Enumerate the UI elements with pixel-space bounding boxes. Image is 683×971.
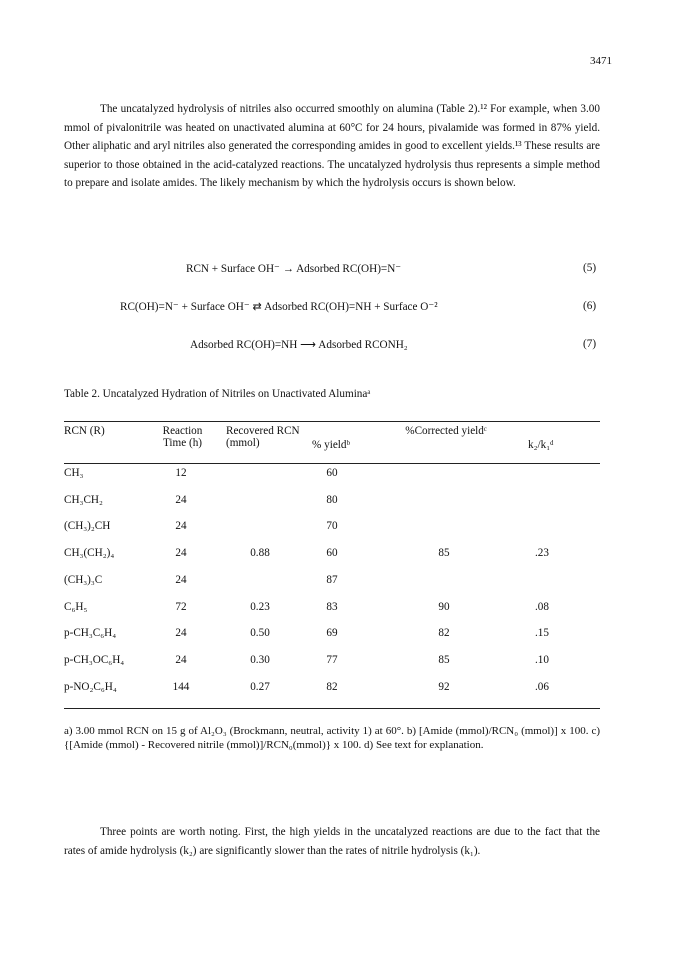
table-cell: 60 [326, 467, 338, 479]
equation-6: RC(OH)=N⁻ + Surface OH⁻ ⇄ Adsorbed RC(OH)=NH + Surface O⁻² [120, 301, 438, 313]
table-cell: CH₃(CH₂)₄ [64, 547, 115, 560]
header-recovered-rcn: Recovered RCN (mmol) [226, 425, 300, 449]
table-cell: 24 [175, 520, 187, 533]
table-cell: 80 [326, 493, 338, 506]
table-cell: 90 [438, 600, 450, 613]
table-caption: Table 2. Uncatalyzed Hydration of Nitriles on Unactivated Aluminaᵃ [64, 388, 371, 400]
table-cell: p-CH₃C₆H₄ [64, 627, 117, 640]
table-cell: .15 [535, 627, 549, 640]
header-rate-ratio: k₂/k₁ᵈ [528, 439, 554, 451]
table-cell: p-CH₃OC₆H₄ [64, 653, 125, 666]
header-corrected-yield: %Corrected yieldᶜ [405, 425, 487, 437]
table-cell: 83 [326, 600, 338, 613]
table-cell: 77 [326, 653, 338, 666]
table-cell: 72 [175, 600, 187, 613]
table-bottom-rule [64, 708, 600, 709]
table-cell: 12 [175, 467, 187, 479]
table-cell: 70 [326, 520, 338, 533]
table-top-rule [64, 421, 600, 422]
table-cell: CH₃CH₂ [64, 493, 103, 506]
table-cell: (CH₃)₃C [64, 573, 103, 586]
table-cell: 0.88 [250, 547, 270, 560]
table-cell: 144 [172, 680, 190, 693]
intro-paragraph: The uncatalyzed hydrolysis of nitriles also occurred smoothly on alumina (Table 2).¹² For example, when 3.00 mmol of pivalonitrile was heated on unactivated alumina at 60°C for 24 hours, pivalamide was formed in 87% yield. Other aliphatic and aryl nitriles also generated the corresponding amides in good to excellent yields.¹³ These results are superior to those obtained in the acid-catalyzed reactions. The uncatalyzed hydrolysis thus represents a simple method to prepare and isolate amides. The likely mechanism by which the hydrolysis occurs is shown below. [64, 103, 600, 189]
table-header-rule [64, 463, 600, 464]
table-cell: 0.50 [250, 627, 270, 640]
table-cell: 0.27 [250, 680, 270, 693]
table-cell: CH₃ [64, 467, 84, 479]
table-cell: 85 [438, 653, 450, 666]
table-cell: 82 [326, 680, 338, 693]
header-rcn: RCN (R) [64, 425, 105, 437]
table-cell: .08 [535, 600, 549, 613]
table-cell: 0.30 [250, 653, 270, 666]
header-reaction-time: Reaction Time (h) [162, 425, 203, 449]
table-cell: 87 [326, 573, 338, 586]
table-cell: 24 [175, 653, 187, 666]
equation-number-7: (7) [583, 338, 597, 350]
table-cell: 24 [175, 573, 187, 586]
table-cell: 92 [438, 680, 450, 693]
table-cell: 24 [175, 547, 187, 560]
table-cell: C₆H₅ [64, 600, 88, 613]
table-cell: 0.23 [250, 600, 270, 613]
table-cell: 24 [175, 627, 187, 640]
table-cell: p-NO₂C₆H₄ [64, 680, 117, 693]
table-cell: (CH₃)₂CH [64, 520, 111, 533]
table-cell: .10 [535, 653, 549, 666]
equation-7: Adsorbed RC(OH)=NH ⟶ Adsorbed RCONH₂ [190, 339, 408, 351]
table-cell: 82 [438, 627, 450, 640]
table-cell: 24 [175, 493, 187, 506]
closing-paragraph: Three points are worth noting. First, the high yields in the uncatalyzed reactions are due to the fact that the rates of amide hydrolysis (k₂) are significantly slower than the rates of nitrile hydrolysis (k₁). [64, 826, 600, 857]
table-cell: 85 [438, 547, 450, 560]
table-footnote: a) 3.00 mmol RCN on 15 g of Al₂O₃ (Brockmann, neutral, activity 1) at 60°. b) [Amide (mmol)/RCN₀ (mmol)] x 100. c) {[Amide (mmol) - Recovered nitrile (mmol)]/RCN₀(mmol)} x 100. d) See text for explanation. [64, 725, 600, 751]
table-cell: .06 [535, 680, 549, 693]
table-cell: .23 [535, 547, 549, 560]
table-cell: 60 [326, 547, 338, 560]
table-cell: 69 [326, 627, 338, 640]
equation-number-6: (6) [583, 300, 597, 312]
header-yield: % yieldᵇ [312, 439, 350, 451]
equation-5: RCN + Surface OH⁻ → Adsorbed RC(OH)=N⁻ [186, 263, 402, 275]
equation-number-5: (5) [583, 262, 597, 274]
page-number: 3471 [590, 55, 612, 67]
